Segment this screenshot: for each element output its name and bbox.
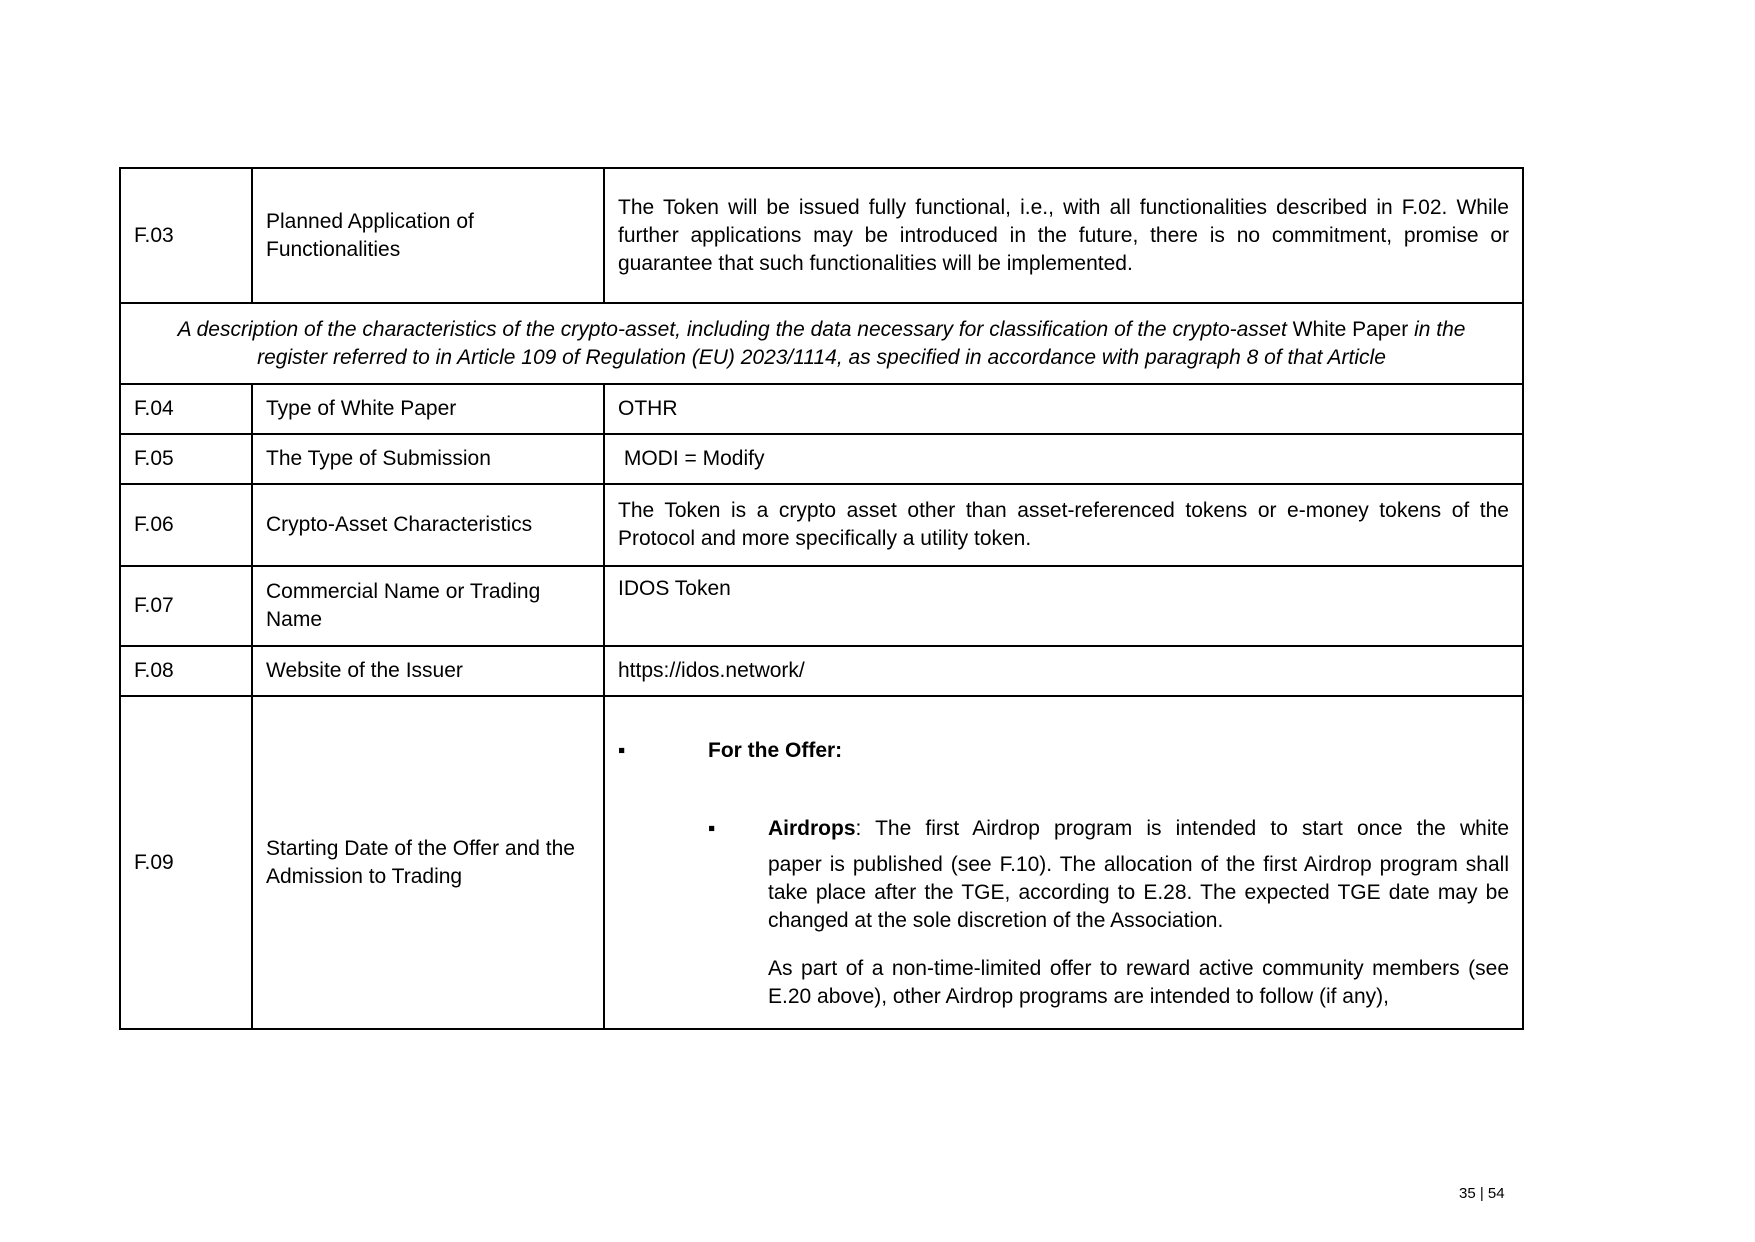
paragraph: As part of a non-time-limited offer to reward active community members (see E.20 above), other Airdrop programs are intended to follow (if any), [768, 957, 1509, 1008]
list-item [618, 737, 1509, 765]
table-row [120, 434, 1523, 484]
row-id: F.04 [120, 384, 252, 434]
row-value: The Token will be issued fully functional, i.e., with all functionalities described in F.02. While further applications may be introduced in the future, there is no commitment, promise or guarantee that such functionalities will be implemented. [604, 168, 1523, 303]
row-label: Website of the Issuer [252, 646, 604, 696]
row-label: Starting Date of the Offer and the Admission to Trading [252, 696, 604, 1029]
row-label: Crypto-Asset Characteristics [252, 484, 604, 566]
row-id: F.08 [120, 646, 252, 696]
page-number: 35 | 54 [1459, 1185, 1505, 1202]
row-value: The Token is a crypto asset other than asset-referenced tokens or e-money tokens of the Protocol and more specifically a utility token. [604, 484, 1523, 566]
row-id: F.03 [120, 168, 252, 303]
sub-heading: Airdrops [768, 817, 856, 840]
bullet-icon: ▪ [708, 817, 716, 840]
section-text: in the register referred to in Article 109 of Regulation (EU) 2023/1114, as specified in accordance with paragraph 8 of that Article [257, 317, 1466, 369]
section-header-row [120, 303, 1523, 384]
row-id: F.07 [120, 566, 252, 646]
row-value [604, 696, 1523, 1029]
table-row [120, 566, 1523, 646]
list-heading: For the Offer: [708, 739, 843, 762]
white-paper-table [119, 167, 1524, 1030]
table-row [120, 384, 1523, 434]
sub-text: : The first Airdrop program is intended to start once the white [855, 817, 1509, 840]
row-id: F.05 [120, 434, 252, 484]
list-item [618, 815, 1509, 843]
row-label: Commercial Name or Trading Name [252, 566, 604, 646]
table-row [120, 484, 1523, 566]
row-value: IDOS Token [604, 566, 1523, 646]
paragraph: paper is published (see F.10). The allocation of the first Airdrop program shall take place after the TGE, according to E.28. The expected TGE date may be changed at the sole discretion of the Association. [768, 853, 1509, 932]
table-row [120, 646, 1523, 696]
row-id: F.09 [120, 696, 252, 1029]
row-value: https://idos.network/ [604, 646, 1523, 696]
section-description [120, 303, 1523, 384]
section-text: A description of the characteristics of the crypto-asset, including the data necessary for classification of the crypto-asset [177, 317, 1287, 341]
row-value: OTHR [604, 384, 1523, 434]
row-id: F.06 [120, 484, 252, 566]
section-text: White Paper [1286, 317, 1415, 341]
table-row [120, 168, 1523, 303]
row-value: MODI = Modify [604, 434, 1523, 484]
bullet-icon: ▪ [618, 739, 626, 762]
row-label: The Type of Submission [252, 434, 604, 484]
row-label: Planned Application of Functionalities [252, 168, 604, 303]
table-row [120, 696, 1523, 1029]
row-label: Type of White Paper [252, 384, 604, 434]
